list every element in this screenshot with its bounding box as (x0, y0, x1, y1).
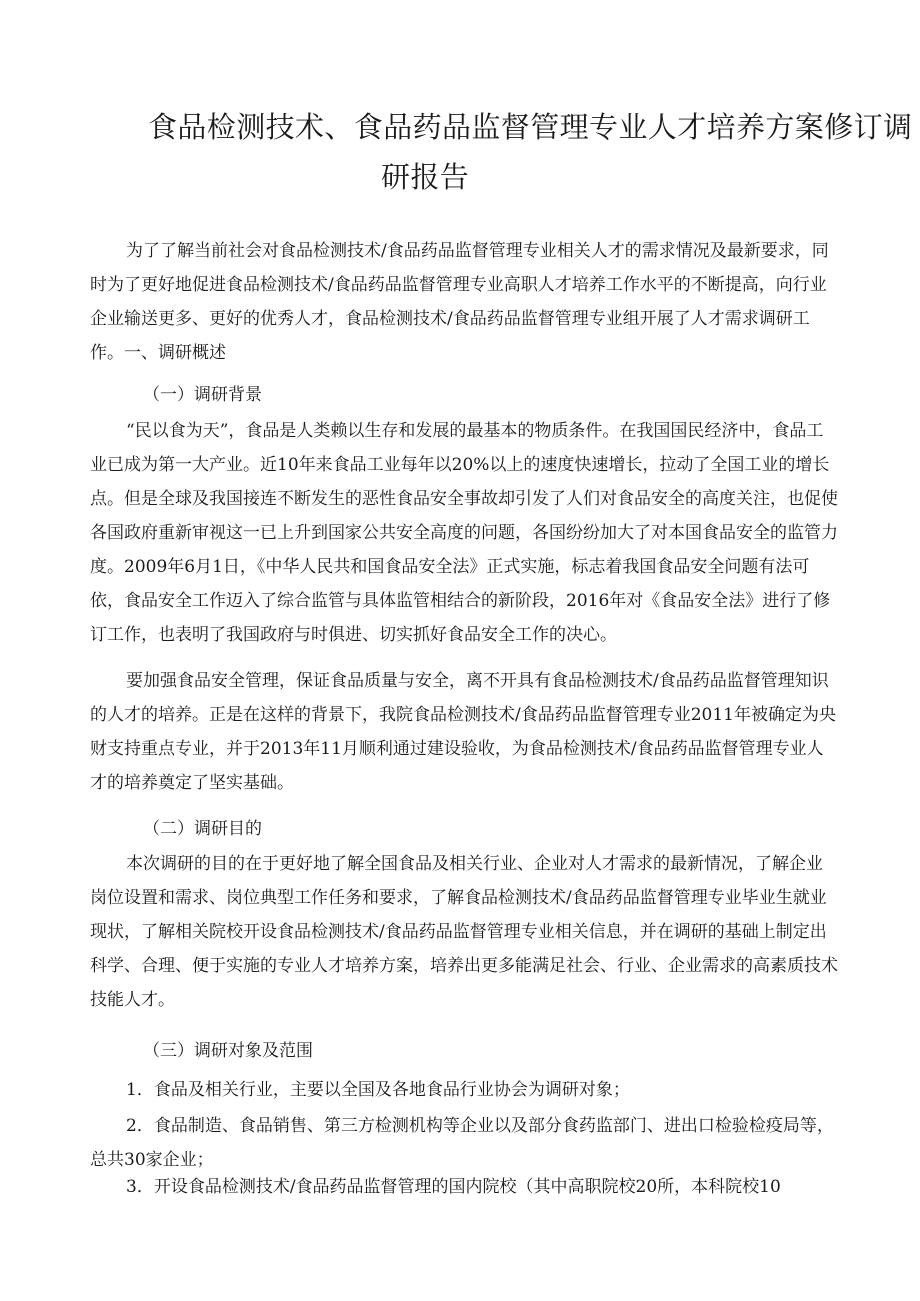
subsection-heading-scope: （三）调研对象及范围 (143, 1041, 313, 1061)
section-heading-overview: 一、调研概述 (124, 343, 226, 363)
document-title (148, 102, 913, 202)
intro-paragraph: 为了了解当前社会对食品检测技术/食品药品监督管理专业相关人才的需求情况及最新要求，同时为了更好地促进食品检测技术/食品药品监督管理专业高职人才培养工作水平的不断提高，向行业企业输送更多、更好的优秀人才，食品检测技术/食品药品监督管理专业组开展了人才需求调研工作。 (90, 241, 829, 363)
subsection-heading-background: （一）调研背景 (143, 385, 262, 405)
title-line-1: 食品检测技术、食品药品监督管理专业人才培养方案修订调 (148, 110, 913, 144)
scope-list-item-2: 2．食品制造、食品销售、第三方检测机构等企业以及部分食药监部门、进出口检验检疫局等，总共30家企业； (90, 1116, 834, 1170)
scope-list-item-1: 1．食品及相关行业，主要以全国及各地食品行业协会为调研对象； (126, 1080, 630, 1100)
scope-list-item-3: 3．开设食品检测技术/食品药品监督管理的国内院校（其中高职院校20所，本科院校10 (126, 1177, 781, 1197)
background-paragraph-1: “民以食为天”，食品是人类赖以生存和发展的最基本的物质条件。在我国国民经济中，食品工业已成为第一大产业。近10年来食品工业每年以20%以上的速度快速增长，拉动了全国工业的增长点。但是全球及我国接连不断发生的恶性食品安全事故却引发了人们对食品安全的高度关注，也促使各国政府重新审视这一已上升到国家公共安全高度的问题，各国纷纷加大了对本国食品安全的监管力度。2009年6月1日，《中华人民共和国食品安全法》正式实施，标志着我国食品安全问题有法可依，食品安全工作迈入了综合监管与具体监管相结合的新阶段，2016年对《食品安全法》进行了修订工作，也表明了我国政府与时俱进、切实抓好食品安全工作的决心。 (90, 421, 838, 645)
background-paragraph-2: 要加强食品安全管理，保证食品质量与安全，离不开具有食品检测技术/食品药品监督管理知识的人才的培养。正是在这样的背景下，我院食品检测技术/食品药品监督管理专业2011年被确定为央财支持重点专业，并于2013年11月顺利通过建设验收，为食品检测技术/食品药品监督管理专业人才的培养奠定了坚实基础。 (90, 671, 836, 793)
subsection-heading-purpose: （二）调研目的 (143, 819, 262, 839)
title-line-2: 研报告 (381, 160, 470, 194)
purpose-paragraph: 本次调研的目的在于更好地了解全国食品及相关行业、企业对人才需求的最新情况，了解企业岗位设置和需求、岗位典型工作任务和要求，了解食品检测技术/食品药品监督管理专业毕业生就业现状，了解相关院校开设食品检测技术/食品药品监督管理专业相关信息，并在调研的基础上制定出科学、合理、便于实施的专业人才培养方案，培养出更多能满足社会、行业、企业需求的高素质技术技能人才。 (90, 854, 838, 1010)
